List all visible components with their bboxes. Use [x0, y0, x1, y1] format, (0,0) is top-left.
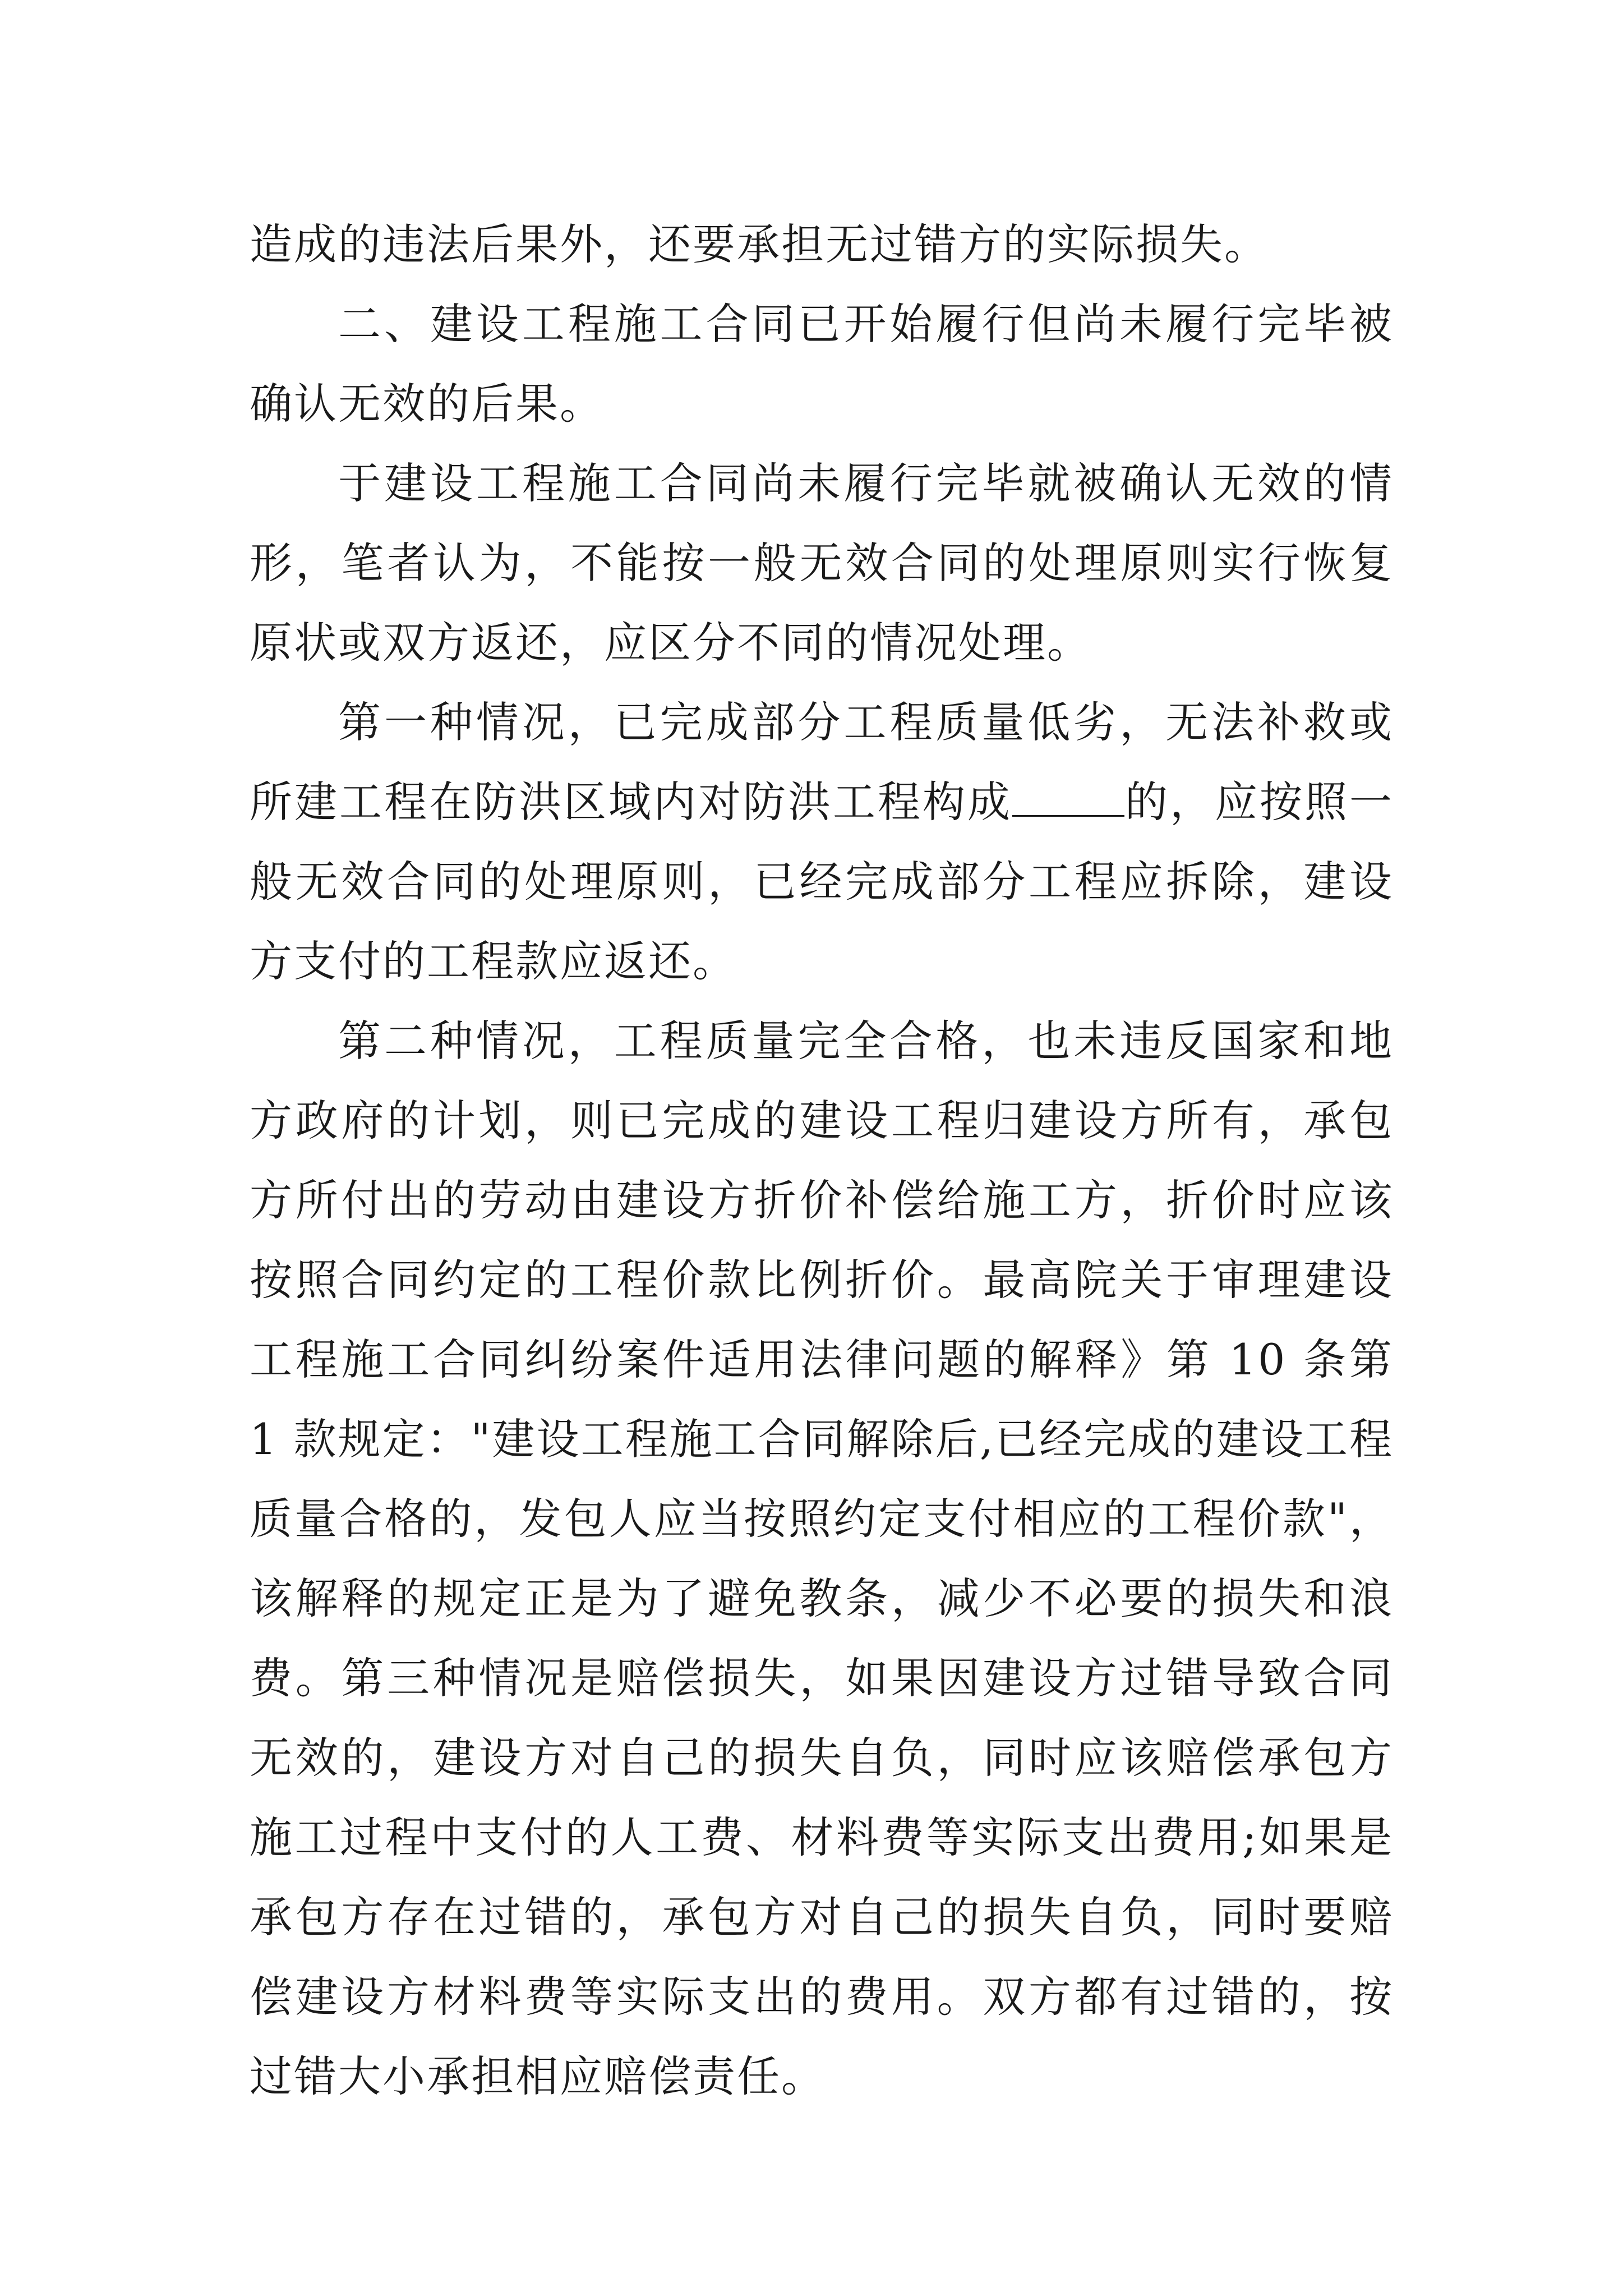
document-body — [250, 205, 1394, 2116]
paragraph-5: 第二种情况，工程质量完全合格，也未违反国家和地方政府的计划，则已完成的建设工程归建设方所有，承包方所付出的劳动由建设方折价补偿给施工方，折价时应该按照合同约定的工程价款比例折价。最高院关于审理建设工程施工合同纠纷案件适用法律问题的解释》第 10 条第 1 款规定："建设工程施工合同解除后,已经完成的建设工程质量合格的，发包人应当按照约定支付相应的工程价款"，该解释的规定正是为了避免教条，减少不必要的损失和浪费。第三种情况是赔偿损失，如果因建设方过错导致合同无效的，建设方对自己的损失自负，同时应该赔偿承包方施工过程中支付的人工费、材料费等实际支出费用;如果是承包方存在过错的，承包方对自己的损失自负，同时要赔偿建设方材料费等实际支出的费用。双方都有过错的，按过错大小承担相应赔偿责任。 — [250, 1016, 1394, 2101]
paragraph-1: 造成的违法后果外，还要承担无过错方的实际损失。 — [250, 219, 1269, 269]
paragraph-3: 于建设工程施工合同尚未履行完毕就被确认无效的情形，笔者认为，不能按一般无效合同的处理原则实行恢复原状或双方返还，应区分不同的情况处理。 — [250, 458, 1394, 668]
paragraph-4-text-after: 的，应按照一般无效合同的处理原则，已经完成部分工程应拆除，建设方支付的工程款应返还。 — [250, 777, 1394, 986]
paragraph-4 — [250, 683, 1394, 1001]
paragraph-2-heading: 二、建设工程施工合同已开始履行但尚未履行完毕被确认无效的后果。 — [250, 299, 1394, 429]
paragraph-4-text-before: 第一种情况，已完成部分工程质量低劣，无法补救或所建工程在防洪区域内对防洪工程构成 — [250, 697, 1394, 827]
fill-in-blank — [1012, 781, 1124, 817]
